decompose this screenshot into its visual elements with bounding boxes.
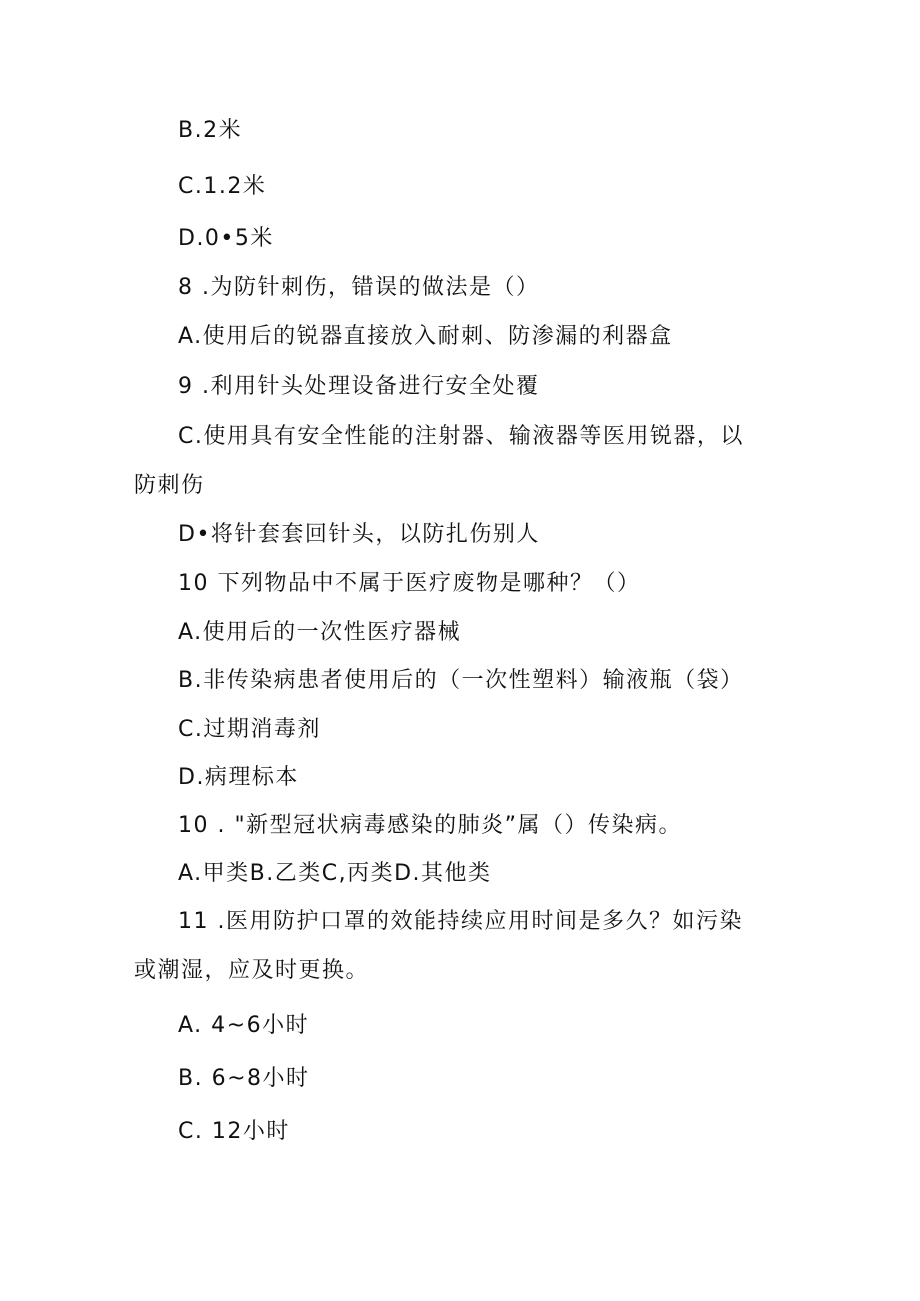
option-b-q7: B.2米 (178, 118, 243, 143)
option-d-q10a: D.病理标本 (178, 765, 299, 790)
option-b-q11: B. 6~8小时 (178, 1066, 310, 1091)
option-c-q8: C.使用具有安全性能的注射器、输液器等医用锐器，以 (178, 424, 744, 449)
option-c-q7: C.1.2米 (178, 174, 267, 199)
question-11: 11 .医用防护口罩的效能持续应用时间是多久？如污染 (178, 909, 743, 934)
question-11-continued: 或潮湿，应及时更换。 (134, 958, 370, 983)
option-a-q10a: A.使用后的一次性医疗器械 (178, 620, 462, 645)
option-a-q8: A.使用后的锐器直接放入耐刺、防渗漏的利器盒 (178, 324, 673, 349)
option-b-q8: 9 .利用针头处理设备进行安全处覆 (178, 374, 540, 399)
question-8: 8 .为防针刺伤，错误的做法是（） (178, 275, 540, 300)
option-c-q8-continued: 防刺伤 (134, 473, 205, 498)
options-q10b: A.甲类B.乙类C,丙类D.其他类 (178, 861, 492, 886)
question-10a: 10 下列物品中不属于医疗废物是哪种？（） (178, 571, 641, 596)
option-a-q11: A. 4~6小时 (178, 1013, 310, 1038)
option-b-q10a: B.非传染病患者使用后的（一次性塑料）输液瓶（袋） (178, 668, 744, 693)
option-d-q8: D•将针套套回针头，以防扎伤别人 (178, 522, 540, 547)
option-d-q7: D.0•5米 (178, 226, 274, 251)
option-c-q11: C. 12小时 (178, 1119, 290, 1144)
option-c-q10a: C.过期消毒剂 (178, 717, 321, 742)
question-10b: 10 . "新型冠状病毒感染的肺炎”属（）传染病。 (178, 813, 682, 838)
